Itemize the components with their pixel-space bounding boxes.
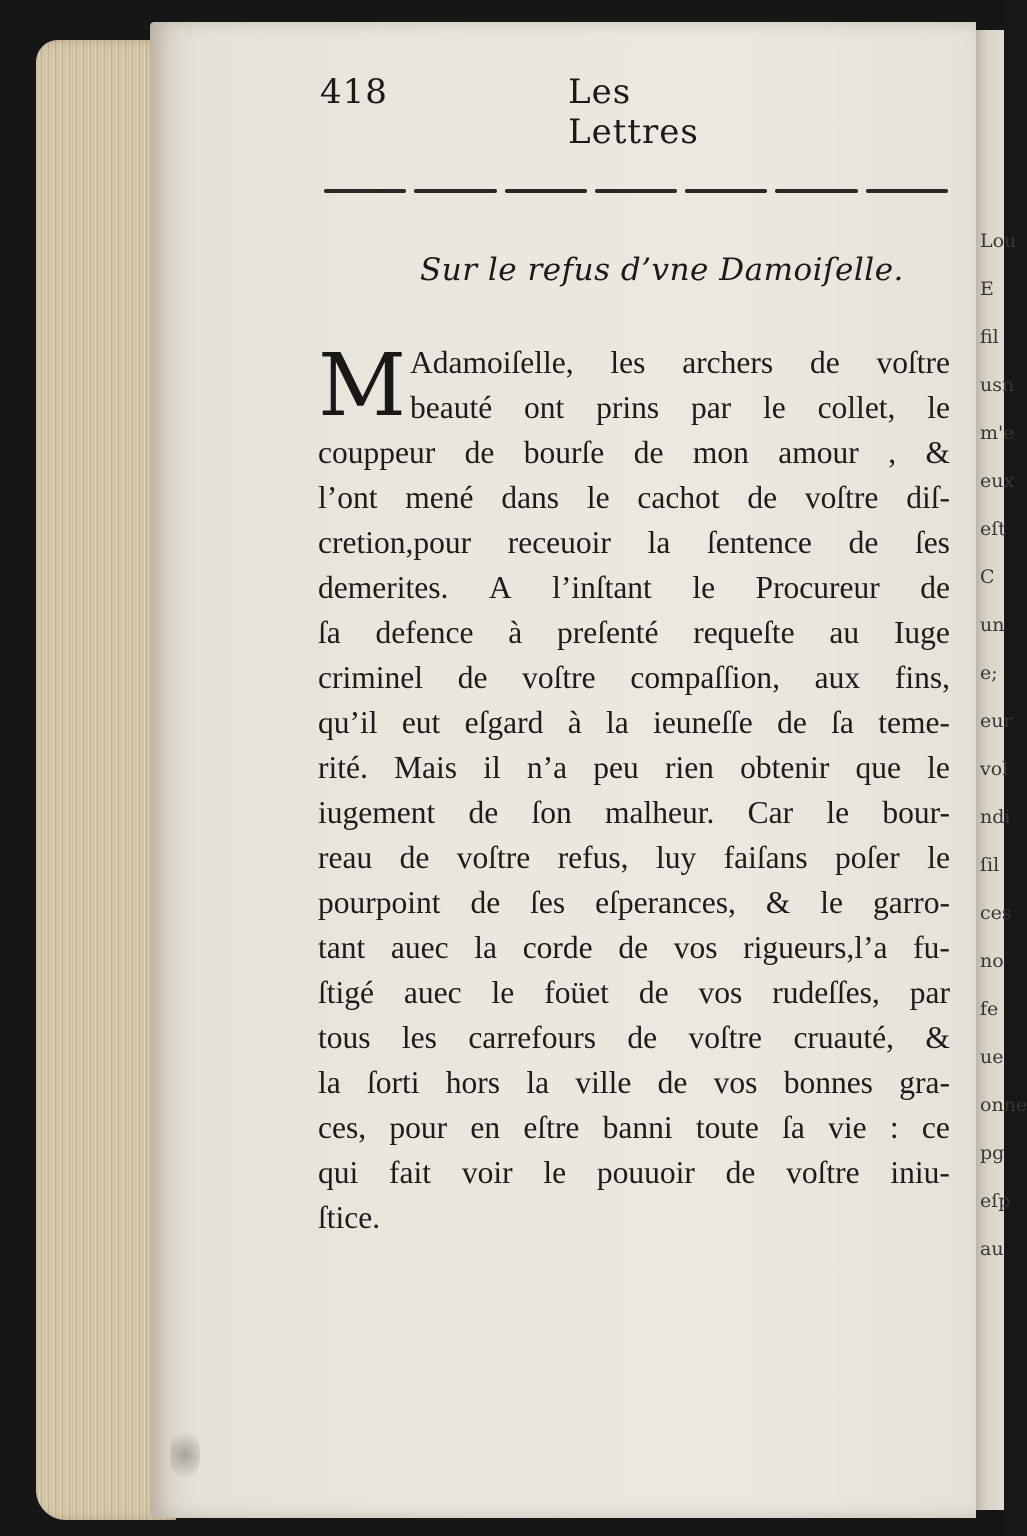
text-line [318, 1150, 950, 1195]
next-page-fragment: un [980, 614, 1005, 636]
word: aux [814, 660, 861, 695]
next-page-fragment: E [980, 278, 994, 300]
text-line [318, 700, 950, 745]
next-page-fragment: onne [980, 1094, 1027, 1116]
rule-segment [685, 189, 767, 193]
rule-segment [866, 189, 948, 193]
word: eſtre [523, 1110, 580, 1145]
word: n’a [526, 750, 568, 785]
word: compaſſion, [630, 660, 780, 695]
word: iugement [318, 795, 436, 830]
word: le [820, 885, 844, 920]
word: demerites. [318, 570, 449, 605]
word: le [586, 480, 610, 515]
word: luy [655, 840, 697, 875]
word: garro- [872, 885, 950, 920]
word: ville [575, 1065, 632, 1100]
word: de [920, 570, 950, 605]
word: tant [318, 930, 366, 965]
rule-segment [324, 189, 406, 193]
word: peu [593, 750, 639, 785]
word: les [401, 1020, 437, 1055]
next-page-fragment: m'e [980, 422, 1015, 444]
text-line [318, 385, 950, 430]
word: & [925, 435, 950, 470]
word: ſtigé [318, 975, 374, 1010]
word: pouuoir [596, 1155, 695, 1190]
text-line [318, 745, 950, 790]
word: voſtre [804, 480, 879, 515]
word: toute [695, 1110, 759, 1145]
word: rité. [318, 750, 368, 785]
word: rigueurs,l’a [743, 930, 888, 965]
text-line [318, 1195, 950, 1240]
word: de [848, 525, 879, 560]
text-line [318, 520, 950, 565]
word: eut [401, 705, 441, 740]
word: fu- [913, 930, 950, 965]
word: de [618, 930, 649, 965]
word: ſorti [367, 1065, 420, 1100]
word: gra- [899, 1065, 950, 1100]
word: rien [664, 750, 714, 785]
text-line [318, 475, 950, 520]
text-line [318, 565, 950, 610]
word: dans [501, 480, 560, 515]
next-page-fragment: pg [980, 1142, 1005, 1164]
word: le [927, 750, 950, 785]
word: archers [682, 345, 774, 380]
word: auec [390, 930, 449, 965]
word: le [491, 975, 515, 1010]
next-page-fragment: au [980, 1238, 1004, 1260]
word: faiſans [723, 840, 808, 875]
word: la [318, 1065, 341, 1100]
page-stain [170, 1425, 200, 1485]
word: defence [375, 615, 474, 650]
next-page-fragment: Lou [980, 230, 1017, 252]
text-line [318, 1060, 950, 1105]
letter-title: Sur le refus d’vne Damoiſelle. [420, 252, 904, 288]
text-line [318, 610, 950, 655]
text-line [318, 970, 950, 1015]
word: ſes [530, 885, 566, 920]
word: qui [318, 1155, 359, 1190]
running-head [320, 72, 740, 152]
text-line [318, 430, 950, 475]
word: les [610, 345, 646, 380]
word: voſtre [688, 1020, 763, 1055]
word: eſgard [464, 705, 544, 740]
word: Procureur [755, 570, 880, 605]
word: à [567, 705, 582, 740]
word: la [526, 1065, 550, 1100]
word: par [909, 975, 950, 1010]
word: banni [602, 1110, 673, 1145]
next-page-fragment: usn [980, 374, 1015, 396]
word: mené [405, 480, 474, 515]
word: Car [747, 795, 794, 830]
rule-segment [505, 189, 587, 193]
word: corde [522, 930, 593, 965]
next-page-fragment: ces [980, 902, 1012, 924]
word: carrefours [468, 1020, 596, 1055]
word: cachot [637, 480, 720, 515]
word: le [927, 840, 950, 875]
word: vos [698, 975, 743, 1010]
word: voſtre [522, 660, 596, 695]
word: requeſte [693, 615, 795, 650]
word: couppeur [318, 435, 436, 470]
word: la [606, 705, 629, 740]
next-page-fragment: eur [980, 710, 1013, 732]
rule-segment [595, 189, 677, 193]
text-line [318, 925, 950, 970]
word: la [474, 930, 498, 965]
word: de [457, 660, 488, 695]
next-page-fragment: no [980, 950, 1004, 972]
word: que [855, 750, 901, 785]
word: le [763, 390, 786, 425]
word: voſtre [876, 345, 950, 380]
word: de [627, 1020, 658, 1055]
word: vos [673, 930, 718, 965]
word: la [647, 525, 671, 560]
word: de [657, 1065, 688, 1100]
word: ſes [914, 525, 950, 560]
word: ſon [531, 795, 572, 830]
drop-cap: M [318, 336, 405, 436]
letter-body [318, 336, 950, 1240]
word: Mais [394, 750, 458, 785]
word: en [470, 1110, 501, 1145]
text-line [318, 880, 950, 925]
word: beauté [410, 390, 493, 425]
next-page-fragment: vol [980, 758, 1009, 780]
word: il [483, 750, 501, 785]
word: de [638, 975, 669, 1010]
word: de [399, 840, 430, 875]
word: A [488, 570, 512, 605]
next-page-fragment: e; [980, 662, 998, 684]
word: poſer [835, 840, 900, 875]
word: mon [692, 435, 749, 470]
next-page-fragment: fil [980, 326, 999, 348]
text-line [318, 835, 950, 880]
next-page-fragment: C [980, 566, 995, 588]
word: ſtice. [318, 1200, 381, 1235]
word: bour- [882, 795, 950, 830]
word: & [765, 885, 791, 920]
word: pourpoint [318, 885, 441, 920]
header-rule [324, 186, 948, 196]
word: obtenir [740, 750, 830, 785]
word: tous [318, 1020, 371, 1055]
word: de [470, 885, 501, 920]
text-line [318, 1015, 950, 1060]
word: fait [389, 1155, 432, 1190]
word: le [543, 1155, 567, 1190]
word: à [508, 615, 523, 650]
word: criminel [318, 660, 423, 695]
word: foüet [544, 975, 609, 1010]
word: iniu- [890, 1155, 950, 1190]
rule-segment [414, 189, 496, 193]
word: ſa [782, 1110, 805, 1145]
text-line [318, 790, 950, 835]
word: malheur. [605, 795, 715, 830]
word: vie [828, 1110, 867, 1145]
word: cruauté, [793, 1020, 894, 1055]
word: de [809, 345, 840, 380]
word: voſtre [456, 840, 531, 875]
next-page-fragment: eux [980, 470, 1015, 492]
next-page-fragment: ue [980, 1046, 1004, 1068]
next-page-fragment: ndi [980, 806, 1011, 828]
next-page-fragment: ſil [980, 854, 1000, 876]
word: le [826, 795, 850, 830]
word: vos [713, 1065, 758, 1100]
word: amour [778, 435, 859, 470]
word: voſtre [786, 1155, 860, 1190]
word: au [829, 615, 860, 650]
word: hors [445, 1065, 501, 1100]
word: ieuneſſe [653, 705, 753, 740]
word: : [889, 1110, 899, 1145]
word: par [690, 390, 732, 425]
text-line [318, 655, 950, 700]
word: rudeſſes, [772, 975, 880, 1010]
word: de [468, 795, 499, 830]
text-line [318, 1105, 950, 1150]
word: de [633, 435, 664, 470]
word: teme- [878, 705, 950, 740]
word: ce [921, 1110, 950, 1145]
running-head-title: Les Lettres [568, 72, 699, 152]
word: ont [524, 390, 565, 425]
word: voir [461, 1155, 513, 1190]
word: de [747, 480, 778, 515]
word: pour [389, 1110, 448, 1145]
word: cretion,pour [318, 525, 472, 560]
word: refus, [557, 840, 629, 875]
word: collet, [817, 390, 896, 425]
next-page-fragment: eſp [980, 1190, 1011, 1212]
word: qu’il [318, 705, 378, 740]
word: l’ont [318, 480, 378, 515]
word: bonnes [783, 1065, 873, 1100]
word: de [464, 435, 495, 470]
word: , [888, 435, 897, 470]
word: ſa [831, 705, 854, 740]
word: fins, [894, 660, 950, 695]
word: preſenté [556, 615, 659, 650]
word: eſperances, [595, 885, 736, 920]
word: receuoir [507, 525, 611, 560]
text-line [318, 340, 950, 385]
word: Adamoiſelle, [410, 345, 574, 380]
word: Iuge [893, 615, 950, 650]
word: ſentence [706, 525, 812, 560]
word: de [777, 705, 807, 740]
word: auec [403, 975, 462, 1010]
word: de [725, 1155, 756, 1190]
word: diſ- [906, 480, 950, 515]
word: ſa [318, 615, 341, 650]
word: bourſe [523, 435, 605, 470]
rule-segment [775, 189, 857, 193]
word: & [925, 1020, 950, 1055]
word: prins [596, 390, 660, 425]
next-page-fragment: eſt [980, 518, 1006, 540]
word: l’inſtant [552, 570, 652, 605]
next-page-fragment: fe [980, 998, 999, 1020]
page-number: 418 [320, 72, 388, 112]
word: reau [318, 840, 373, 875]
word: ces, [318, 1110, 367, 1145]
word: le [692, 570, 716, 605]
word: le [927, 390, 950, 425]
next-page-edge [976, 30, 1027, 1510]
